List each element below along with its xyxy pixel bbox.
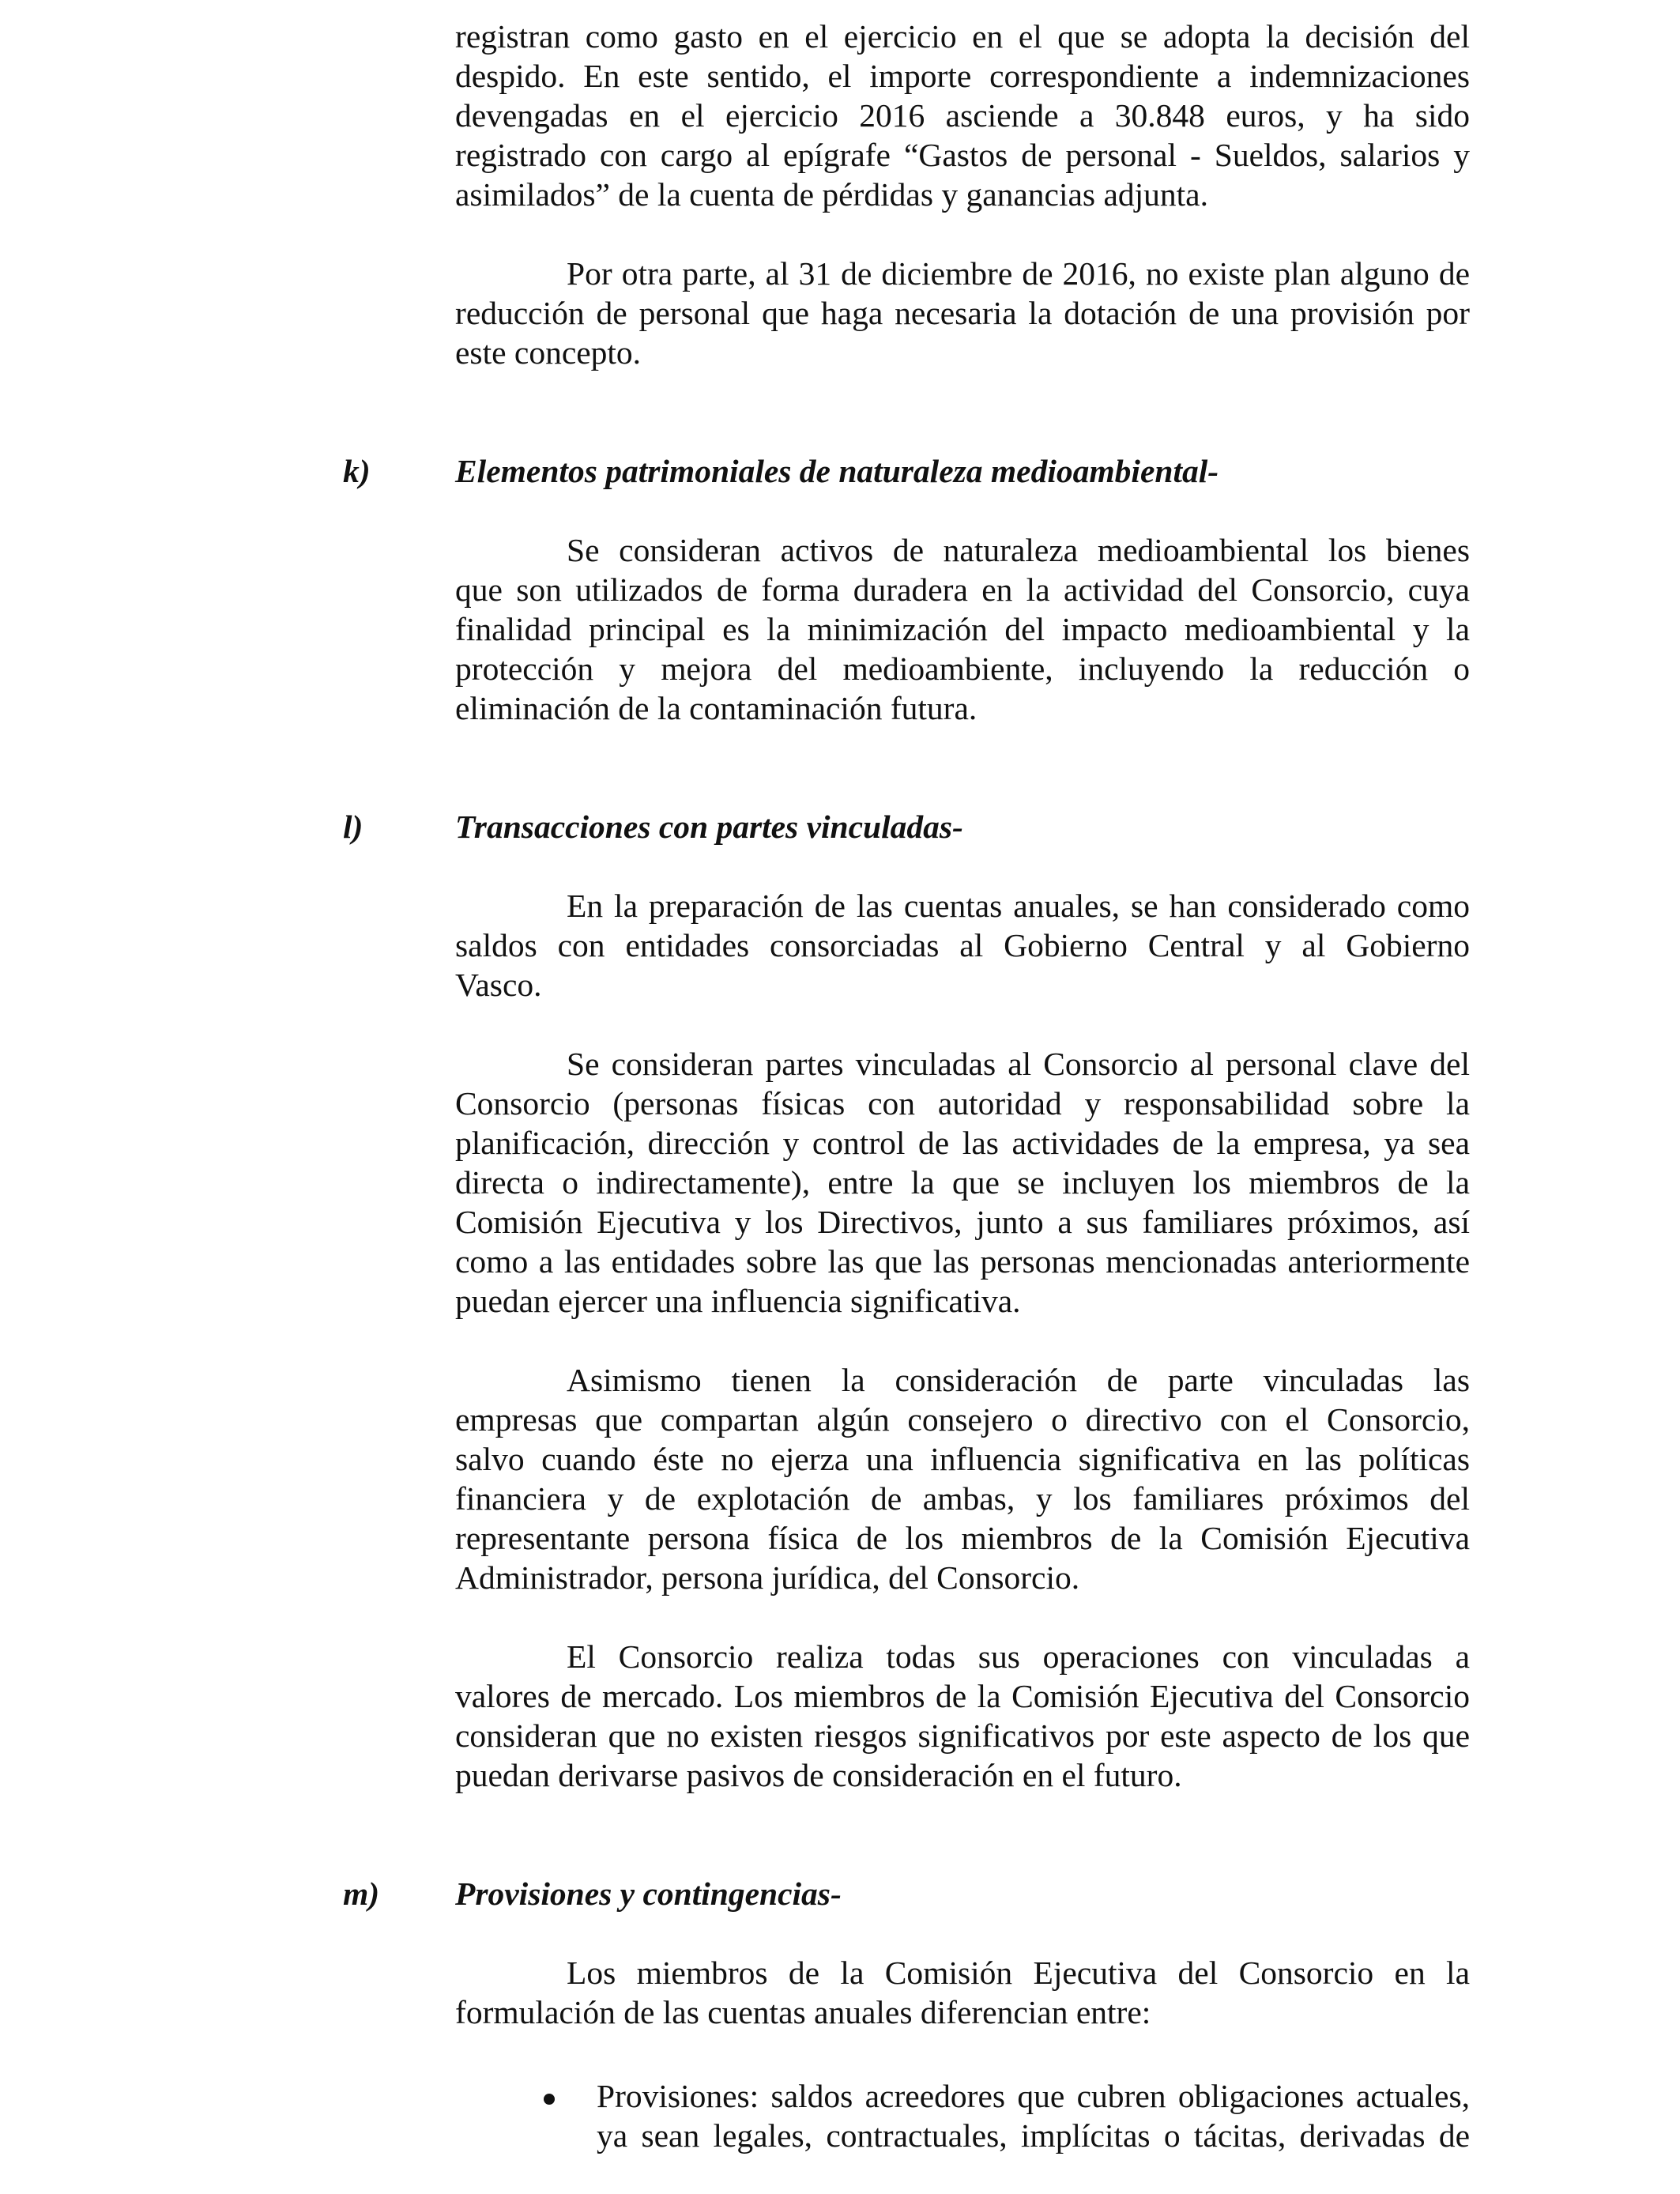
section-heading xyxy=(343,451,1470,491)
paragraph-activos-medioambientales xyxy=(455,530,1470,728)
text-line: directa o indirectamente), entre la que se incluyen los miembros de la xyxy=(455,1164,1470,1201)
bullet-list xyxy=(455,2076,1470,2155)
text-line: Se consideran activos de naturaleza medioambiental los bienes xyxy=(567,532,1470,568)
text-line: En la preparación de las cuentas anuales, se han considerado como xyxy=(567,888,1470,924)
page-content xyxy=(343,17,1470,2155)
section-title: Elementos patrimoniales de naturaleza medioambiental- xyxy=(455,453,1219,489)
paragraph-saldos-entidades-consorciadas xyxy=(455,886,1470,1005)
text-line: Consorcio (personas físicas con autoridad y responsabilidad sobre la xyxy=(455,1085,1470,1122)
text-line: Administrador, persona jurídica, del Consorcio. xyxy=(455,1559,1080,1596)
text-line: despido. En este sentido, el importe correspondiente a indemnizaciones xyxy=(455,58,1470,94)
text-line: reducción de personal que haga necesaria la dotación de una provisión por xyxy=(455,295,1470,331)
section-m xyxy=(343,1874,1470,2155)
text-line: Comisión Ejecutiva y los Directivos, junto a sus familiares próximos, así xyxy=(455,1204,1470,1240)
text-line: este concepto. xyxy=(455,334,642,371)
text-line: que son utilizados de forma duradera en la actividad del Consorcio, cuya xyxy=(455,571,1470,608)
text-line: formulación de las cuentas anuales diferencian entre: xyxy=(455,1994,1151,2030)
text-line: Por otra parte, al 31 de diciembre de 2016, no existe plan alguno de xyxy=(567,255,1470,292)
paragraph-provisiones-intro xyxy=(455,1953,1470,2032)
section-title: Provisiones y contingencias- xyxy=(455,1875,842,1912)
text-line: Vasco. xyxy=(455,967,542,1003)
text-line: financiera y de explotación de ambas, y los familiares próximos del xyxy=(455,1480,1470,1517)
text-line: consideran que no existen riesgos significativos por este aspecto de los que xyxy=(455,1717,1470,1754)
section-label: m) xyxy=(343,1875,380,1912)
text-line: El Consorcio realiza todas sus operaciones con vinculadas a xyxy=(567,1638,1470,1675)
text-line: planificación, dirección y control de las actividades de la empresa, ya sea xyxy=(455,1125,1470,1161)
section-title: Transacciones con partes vinculadas- xyxy=(455,809,963,845)
paragraph-indemnizaciones-despido xyxy=(455,17,1470,214)
section-heading xyxy=(343,807,1470,846)
section-l xyxy=(343,807,1470,1795)
text-line: valores de mercado. Los miembros de la Comisión Ejecutiva del Consorcio xyxy=(455,1678,1470,1714)
text-line: puedan derivarse pasivos de consideración en el futuro. xyxy=(455,1757,1182,1793)
text-line: como a las entidades sobre las que las personas mencionadas anteriormente xyxy=(455,1243,1470,1280)
section-label: l) xyxy=(343,809,363,845)
text-line: Provisiones: saldos acreedores que cubren obligaciones actuales, xyxy=(597,2078,1470,2114)
text-line: empresas que compartan algún consejero o directivo con el Consorcio, xyxy=(455,1401,1470,1438)
text-line: puedan ejercer una influencia significativa. xyxy=(455,1283,1021,1319)
text-line: saldos con entidades consorciadas al Gobierno Central y al Gobierno xyxy=(455,927,1470,963)
text-line: salvo cuando éste no ejerza una influencia significativa en las políticas xyxy=(455,1441,1470,1477)
text-line: registrado con cargo al epígrafe “Gastos de personal - Sueldos, salarios y xyxy=(455,137,1470,173)
paragraph-empresas-vinculadas xyxy=(455,1360,1470,1597)
bullet-icon xyxy=(544,2094,555,2105)
text-line: ya sean legales, contractuales, implícitas o tácitas, derivadas de xyxy=(597,2117,1470,2154)
section-k xyxy=(343,451,1470,728)
text-line: Los miembros de la Comisión Ejecutiva del Consorcio en la xyxy=(567,1955,1470,1991)
section-heading xyxy=(343,1874,1470,1913)
paragraph-plan-reduccion-personal xyxy=(455,254,1470,372)
section-label: k) xyxy=(343,453,371,489)
paragraph-personal-clave xyxy=(455,1044,1470,1321)
text-line: representante persona física de los miembros de la Comisión Ejecutiva xyxy=(455,1520,1470,1556)
bullet-item-provisiones xyxy=(455,2076,1470,2155)
text-line: Se consideran partes vinculadas al Consorcio al personal clave del xyxy=(567,1046,1470,1082)
paragraph-operaciones-valores-mercado xyxy=(455,1637,1470,1795)
text-line: devengadas en el ejercicio 2016 asciende a 30.848 euros, y ha sido xyxy=(455,97,1470,134)
text-line: eliminación de la contaminación futura. xyxy=(455,690,977,726)
text-line: Asimismo tienen la consideración de parte vinculadas las xyxy=(567,1362,1470,1398)
text-line: protección y mejora del medioambiente, incluyendo la reducción o xyxy=(455,650,1470,687)
text-line: finalidad principal es la minimización del impacto medioambiental y la xyxy=(455,611,1470,647)
text-line: asimilados” de la cuenta de pérdidas y ganancias adjunta. xyxy=(455,176,1208,213)
text-line: registran como gasto en el ejercicio en el que se adopta la decisión del xyxy=(455,18,1470,55)
